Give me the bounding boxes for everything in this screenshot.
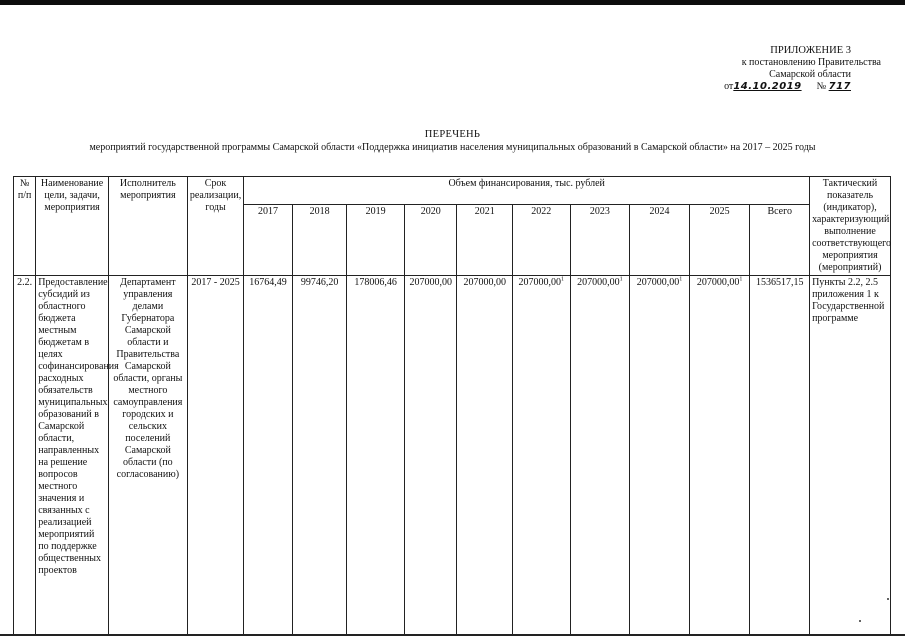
header-year: 2022: [513, 205, 571, 276]
handwritten-number: 717: [828, 81, 851, 92]
row-value: 16764,49: [244, 276, 292, 635]
header-period: Срок реализации, годы: [187, 177, 244, 276]
row-value: 99746,20: [292, 276, 347, 635]
handwritten-date: 14.10.2019: [733, 81, 802, 92]
header-year: 2025: [689, 205, 750, 276]
header-year: 2021: [457, 205, 513, 276]
row-value-footnoted: [513, 276, 571, 635]
scan-speck: [887, 598, 889, 600]
row-value: 207000,00: [696, 277, 740, 288]
row-name: Предоставление субсидий из областного бюджета местным бюджетам в целях софинансирования расходных обязательств муниципальных образований в Самарской области, направленных на решение вопросов местного значения и связанных с реализацией мероприятий по поддержке общественных проектов: [36, 276, 109, 635]
table-row: [14, 276, 891, 635]
row-period: 2017 - 2025: [187, 276, 244, 635]
row-total: 1536517,15: [750, 276, 810, 635]
header-indicator: Тактический показатель (индикатор), характеризующий выполнение соответствующего мероприятия (мероприятий): [810, 177, 891, 276]
row-value: 178006,46: [347, 276, 405, 635]
appendix-resolution-line: к постановлению Правительства: [741, 57, 881, 68]
top-border-rule: [0, 0, 905, 5]
row-indicator: Пункты 2.2, 2.5 приложения 1 к Государственной программе: [810, 276, 891, 635]
header-year: 2024: [630, 205, 690, 276]
header-funding: Объем финансирования, тыс. рублей: [244, 177, 810, 205]
header-num: № п/п: [14, 177, 36, 276]
footnote-mark: 1: [561, 276, 565, 283]
row-value: 207000,00: [577, 277, 620, 288]
footnote-mark: 1: [679, 276, 683, 283]
row-value: 207000,00: [636, 277, 680, 288]
header-name: Наименование цели, задачи, мероприятия: [36, 177, 109, 276]
appendix-region-line: Самарской области: [769, 69, 851, 80]
document-subtitle: мероприятий государственной программы Самарской области «Поддержка инициатив населения муниципальных образований в Самарской области» на 2017 – 2025 годы: [89, 142, 816, 153]
row-value-footnoted: [630, 276, 690, 635]
from-label: от: [724, 81, 734, 92]
header-year: 2023: [570, 205, 630, 276]
row-executor: Департамент управления делами Губернатора Самарской области и Правительства Самарской области, органы местного самоуправления городских и сельских поселений Самарской области (по согласованию): [108, 276, 187, 635]
row-num: 2.2.: [14, 276, 36, 635]
appendix-title: ПРИЛОЖЕНИЕ 3: [770, 45, 851, 56]
bottom-border-rule: [0, 634, 905, 636]
appendix-date-line: [671, 81, 851, 93]
row-value-footnoted: [689, 276, 750, 635]
header-year: 2017: [244, 205, 292, 276]
appendix-block: [671, 45, 881, 93]
number-label: №: [816, 81, 827, 92]
footnote-mark: 1: [619, 276, 623, 283]
row-value: 207000,00: [518, 277, 562, 288]
activities-table: [13, 176, 891, 634]
footnote-mark: 1: [739, 276, 743, 283]
document-title: ПЕРЕЧЕНЬ: [424, 129, 481, 140]
row-value: 207000,00: [457, 276, 513, 635]
row-value: 207000,00: [404, 276, 457, 635]
row-value-footnoted: [570, 276, 630, 635]
scan-speck: [859, 620, 861, 622]
header-year: 2018: [292, 205, 347, 276]
header-total: Всего: [750, 205, 810, 276]
header-year: 2020: [404, 205, 457, 276]
header-year: 2019: [347, 205, 405, 276]
header-executor: Исполнитель мероприятия: [108, 177, 187, 276]
